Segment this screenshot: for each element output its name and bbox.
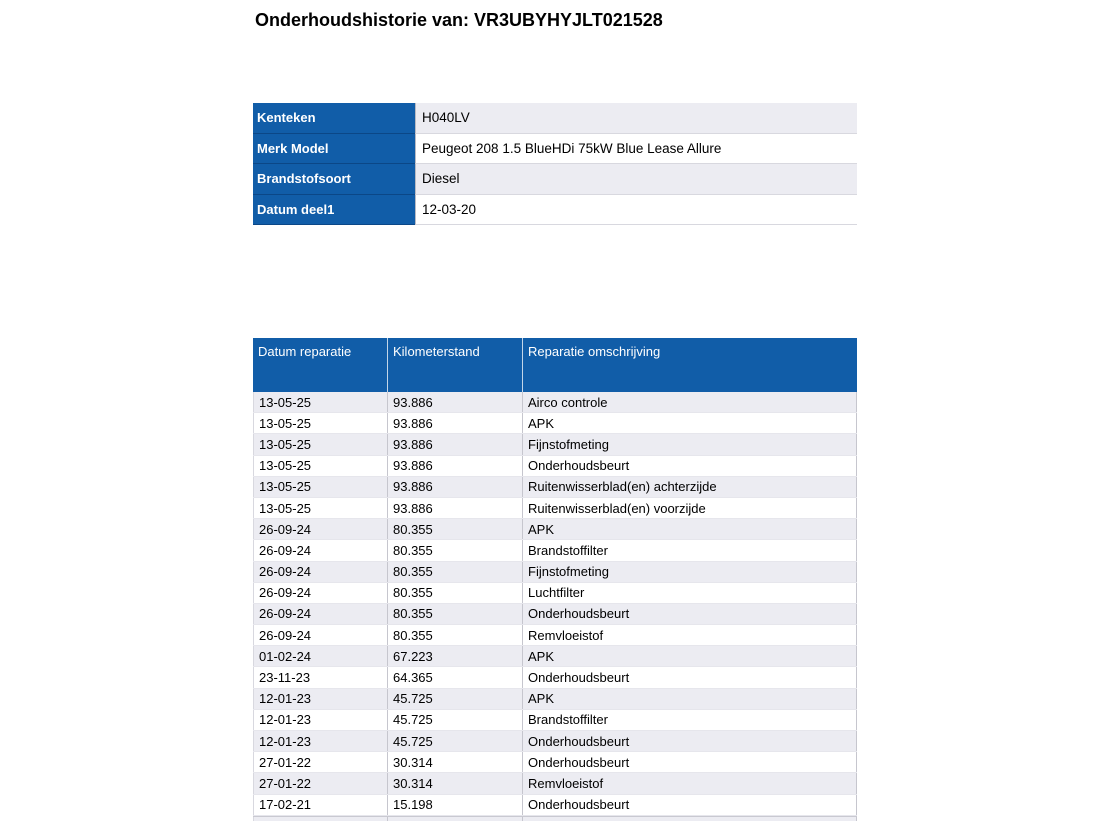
cell-reparatie-omschrijving: Fijnstofmeting — [523, 562, 857, 582]
cell-kilometerstand: 64.365 — [388, 667, 523, 687]
table-row — [253, 625, 857, 646]
cell-datum-reparatie: 12-01-23 — [253, 710, 388, 730]
cell-kilometerstand: 45.725 — [388, 731, 523, 751]
cell-kilometerstand: 67.223 — [388, 646, 523, 666]
partial-cell — [253, 817, 388, 821]
cell-datum-reparatie: 26-09-24 — [253, 519, 388, 539]
cell-datum-reparatie: 26-09-24 — [253, 562, 388, 582]
cell-reparatie-omschrijving: APK — [523, 646, 857, 666]
cell-datum-reparatie: 12-01-23 — [253, 731, 388, 751]
cell-kilometerstand: 30.314 — [388, 752, 523, 772]
cell-datum-reparatie: 01-02-24 — [253, 646, 388, 666]
column-header-kilometerstand: Kilometerstand — [388, 338, 523, 392]
vehicle-info-row — [253, 164, 857, 195]
vehicle-info-value: H040LV — [415, 103, 857, 134]
table-row — [253, 562, 857, 583]
table-row — [253, 604, 857, 625]
cell-datum-reparatie: 26-09-24 — [253, 625, 388, 645]
table-row — [253, 498, 857, 519]
cell-datum-reparatie: 12-01-23 — [253, 689, 388, 709]
cell-reparatie-omschrijving: Airco controle — [523, 392, 857, 412]
table-row — [253, 519, 857, 540]
cell-reparatie-omschrijving: Onderhoudsbeurt — [523, 731, 857, 751]
cell-reparatie-omschrijving: Ruitenwisserblad(en) voorzijde — [523, 498, 857, 518]
table-row — [253, 583, 857, 604]
cell-kilometerstand: 45.725 — [388, 710, 523, 730]
cell-kilometerstand: 93.886 — [388, 434, 523, 454]
table-row — [253, 731, 857, 752]
cell-reparatie-omschrijving: Brandstoffilter — [523, 540, 857, 560]
cell-kilometerstand: 93.886 — [388, 392, 523, 412]
vehicle-info-value: Peugeot 208 1.5 BlueHDi 75kW Blue Lease Allure — [415, 134, 857, 165]
table-row — [253, 646, 857, 667]
cell-datum-reparatie: 26-09-24 — [253, 583, 388, 603]
cell-datum-reparatie: 13-05-25 — [253, 477, 388, 497]
cell-kilometerstand: 93.886 — [388, 456, 523, 476]
cell-kilometerstand: 80.355 — [388, 519, 523, 539]
cell-datum-reparatie: 13-05-25 — [253, 456, 388, 476]
cell-reparatie-omschrijving: Fijnstofmeting — [523, 434, 857, 454]
table-row — [253, 456, 857, 477]
cell-datum-reparatie: 13-05-25 — [253, 413, 388, 433]
table-row — [253, 752, 857, 773]
cell-kilometerstand: 93.886 — [388, 498, 523, 518]
cell-datum-reparatie: 17-02-21 — [253, 795, 388, 815]
partial-cell — [523, 817, 857, 821]
cell-reparatie-omschrijving: Onderhoudsbeurt — [523, 456, 857, 476]
cell-reparatie-omschrijving: Remvloeistof — [523, 773, 857, 793]
cell-datum-reparatie: 13-05-25 — [253, 392, 388, 412]
cell-datum-reparatie: 13-05-25 — [253, 498, 388, 518]
cell-reparatie-omschrijving: Onderhoudsbeurt — [523, 795, 857, 815]
table-row — [253, 667, 857, 688]
cell-kilometerstand: 80.355 — [388, 583, 523, 603]
vehicle-info-label: Merk Model — [253, 134, 415, 165]
cell-datum-reparatie: 27-01-22 — [253, 752, 388, 772]
cell-kilometerstand: 80.355 — [388, 625, 523, 645]
vehicle-info-row — [253, 103, 857, 134]
vehicle-info-row — [253, 134, 857, 165]
table-row — [253, 413, 857, 434]
repairs-table-header — [253, 338, 857, 392]
repairs-table — [253, 338, 857, 821]
cell-kilometerstand: 93.886 — [388, 413, 523, 433]
column-header-reparatie-omschrijving: Reparatie omschrijving — [528, 344, 661, 359]
page-title: Onderhoudshistorie van: VR3UBYHYJLT021528 — [255, 10, 663, 30]
cell-reparatie-omschrijving: Onderhoudsbeurt — [523, 604, 857, 624]
table-row — [253, 773, 857, 794]
cell-kilometerstand: 45.725 — [388, 689, 523, 709]
cell-datum-reparatie: 13-05-25 — [253, 434, 388, 454]
table-row — [253, 477, 857, 498]
cell-reparatie-omschrijving: APK — [523, 689, 857, 709]
table-row — [253, 795, 857, 816]
cell-kilometerstand: 15.198 — [388, 795, 523, 815]
cell-datum-reparatie: 26-09-24 — [253, 604, 388, 624]
cell-datum-reparatie: 27-01-22 — [253, 773, 388, 793]
cell-kilometerstand: 93.886 — [388, 477, 523, 497]
cell-datum-reparatie: 26-09-24 — [253, 540, 388, 560]
vehicle-info-value: Diesel — [415, 164, 857, 195]
cell-reparatie-omschrijving: Onderhoudsbeurt — [523, 667, 857, 687]
cell-reparatie-omschrijving: Onderhoudsbeurt — [523, 752, 857, 772]
table-row — [253, 710, 857, 731]
cell-reparatie-omschrijving: Ruitenwisserblad(en) achterzijde — [523, 477, 857, 497]
cell-kilometerstand: 80.355 — [388, 604, 523, 624]
vehicle-info-label: Kenteken — [253, 103, 415, 134]
cell-reparatie-omschrijving: APK — [523, 413, 857, 433]
table-row — [253, 392, 857, 413]
table-row — [253, 434, 857, 455]
cell-reparatie-omschrijving: APK — [523, 519, 857, 539]
vehicle-info-row — [253, 195, 857, 226]
cell-reparatie-omschrijving: Remvloeistof — [523, 625, 857, 645]
cell-kilometerstand: 30.314 — [388, 773, 523, 793]
vehicle-info-label: Datum deel1 — [253, 195, 415, 226]
vehicle-info-label: Brandstofsoort — [253, 164, 415, 195]
cell-kilometerstand: 80.355 — [388, 540, 523, 560]
vehicle-info-value: 12-03-20 — [415, 195, 857, 226]
cell-reparatie-omschrijving: Brandstoffilter — [523, 710, 857, 730]
vehicle-info-table — [253, 103, 857, 225]
table-row — [253, 540, 857, 561]
cell-reparatie-omschrijving: Luchtfilter — [523, 583, 857, 603]
repairs-table-body — [253, 392, 857, 816]
table-row — [253, 689, 857, 710]
partial-cell — [388, 817, 523, 821]
table-row-partial — [253, 816, 857, 821]
cell-datum-reparatie: 23-11-23 — [253, 667, 388, 687]
column-header-datum-reparatie: Datum reparatie — [253, 338, 388, 392]
cell-kilometerstand: 80.355 — [388, 562, 523, 582]
